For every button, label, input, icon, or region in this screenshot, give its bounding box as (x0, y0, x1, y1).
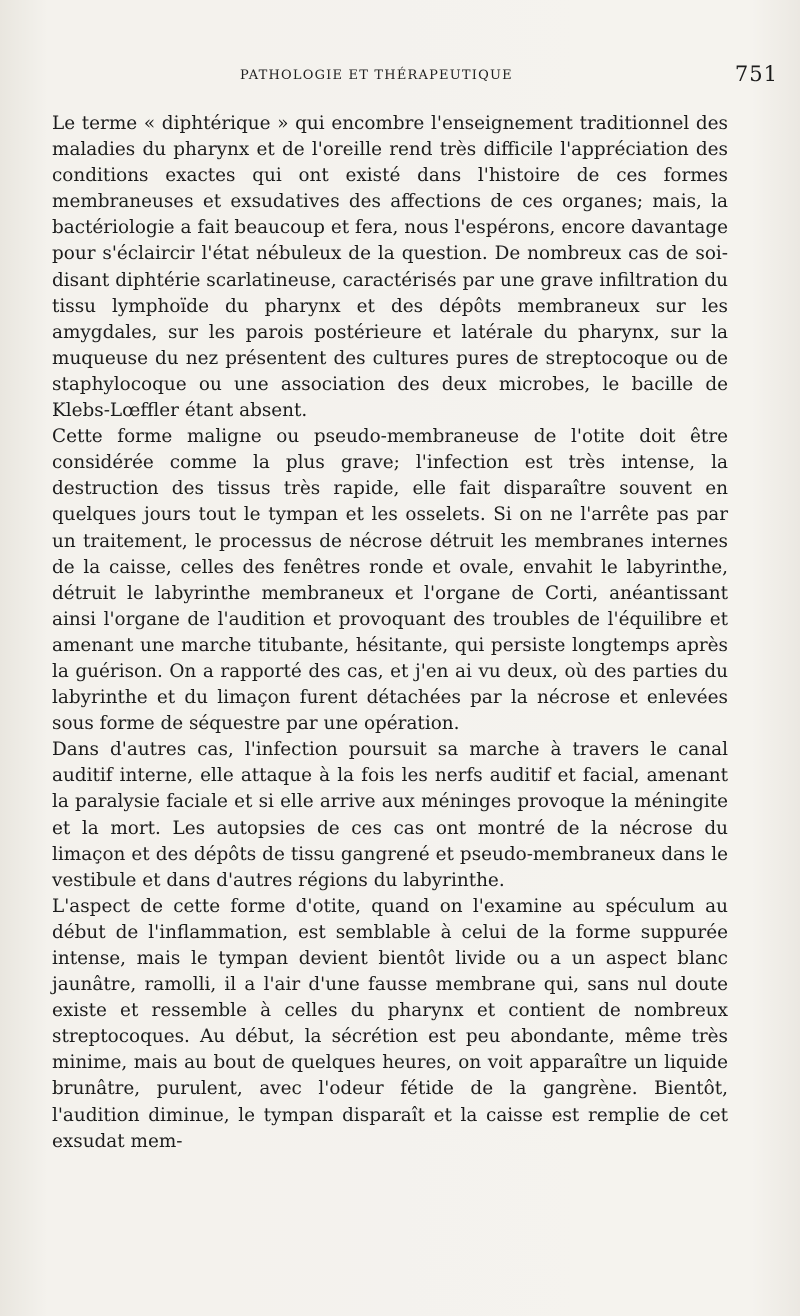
paragraph: Le terme « diphtérique » qui encombre l'enseignement traditionnel des maladies du pharynx et de l'oreille rend très difficile l'appréciation des conditions exactes qui ont existé dans l'histoire de ces formes membraneuses et exsudatives des affections de ces organes; mais, la bactériologie a fait beaucoup et fera, nous l'espérons, encore davantage pour s'éclaircir l'état nébuleux de la question. De nombreux cas de soi-disant diphtérie scarlatineuse, caractérisés par une grave infiltration du tissu lymphoïde du pharynx et des dépôts membraneux sur les amygdales, sur les parois postérieure et latérale du pharynx, sur la muqueuse du nez présentent des cultures pures de streptocoque ou de staphylocoque ou une association des deux microbes, le bacille de Klebs-Lœffler étant absent. (52, 113, 728, 422)
paragraph: L'aspect de cette forme d'otite, quand on l'examine au spéculum au début de l'inflammation, est semblable à celui de la forme suppurée intense, mais le tympan devient bientôt livide ou a un aspect blanc jaunâtre, ramolli, il a l'air d'une fausse membrane qui, sans nul doute existe et ressemble à celles du pharynx et contient de nombreux streptocoques. Au début, la sécrétion est peu abondante, même très minime, mais au bout de quelques heures, on voit apparaître un liquide brunâtre, purulent, avec l'odeur fétide de la gangrène. Bientôt, l'audition diminue, le tympan disparaît et la caisse est remplie de cet exsudat mem- (52, 895, 728, 1152)
paragraph: Cette forme maligne ou pseudo-membraneuse de l'otite doit être considérée comme la plus grave; l'infection est très intense, la destruction des tissus très rapide, elle fait disparaître souvent en quelques jours tout le tympan et les osselets. Si on ne l'arrête pas par un traitement, le processus de nécrose détruit les membranes internes de la caisse, celles des fenêtres ronde et ovale, envahit le labyrinthe, détruit le labyrinthe membraneux et l'organe de Corti, anéantissant ainsi l'organe de l'audition et provoquant des troubles de l'équilibre et amenant une marche titubante, hésitante, qui persiste longtemps après la guérison. On a rapporté des cas, et j'en ai vu deux, où des parties du labyrinthe et du limaçon furent détachées par la nécrose et enlevées sous forme de séquestre par une opération. (52, 426, 728, 735)
running-title: PATHOLOGIE ET THÉRAPEUTIQUE (240, 68, 513, 83)
running-head (60, 62, 782, 92)
paragraph: Dans d'autres cas, l'infection poursuit sa marche à travers le canal auditif interne, elle attaque à la fois les nerfs auditif et facial, amenant la paralysie faciale et si elle arrive aux méninges provoque la méningite et la mort. Les autopsies de ces cas ont montré de la nécrose du limaçon et des dépôts de tissu gangrené et pseudo-membraneux dans le vestibule et dans d'autres régions du labyrinthe. (52, 739, 728, 891)
page-number: 751 (734, 62, 778, 86)
body-text (52, 111, 728, 1155)
